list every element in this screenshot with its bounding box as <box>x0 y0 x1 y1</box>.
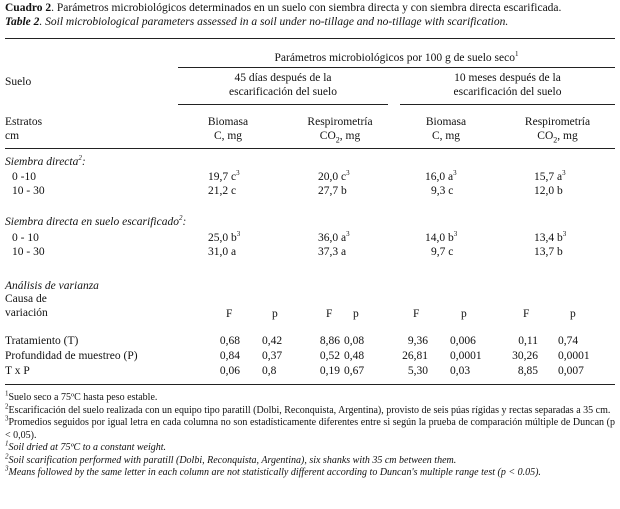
footnote-2: $^2$Escarificación del suelo realizada con un equipo tipo paratill (Dolbi, Reconquista, Argentina), provisto de seis púas rígidas y rectas separadas a 35 cm. <box>5 402 611 416</box>
col4-co2-mg: $CO_2$, mg <box>537 130 578 145</box>
section1-row2-label: 10 - 30 <box>12 185 45 197</box>
period2-line2: escarificación del suelo <box>453 86 562 98</box>
footnote-3: $^3$Promedios seguidos por igual letra en cada columna no son estadísticamente diferentes entre si según la prueba de comparación múltiple de Duncan (p < 0,05). <box>5 414 615 441</box>
caption-en <box>5 16 508 29</box>
anova-head-p4: p <box>570 308 576 320</box>
anova-row2-f4: 30,26 <box>512 350 538 362</box>
anova-row1-f3: 9,36 <box>407 335 428 347</box>
footnote-en-1: $^1$Soil dried at 75ºC to a constant weight. <box>5 439 167 453</box>
anova-row3-f3: 5,30 <box>407 365 428 377</box>
anova-title: Análisis de varianza <box>5 280 99 292</box>
anova-row2-p2: 0,48 <box>344 350 365 362</box>
anova-row2-f2: 0,52 <box>319 350 340 362</box>
anova-row2-p1: 0,37 <box>262 350 283 362</box>
anova-row2-p3: 0,0001 <box>450 350 482 362</box>
anova-head-p1: p <box>272 308 278 320</box>
footnotes <box>5 389 615 480</box>
anova-head-p2: p <box>353 308 359 320</box>
section2-row2-col3: 9,7 c <box>431 246 454 258</box>
section1-row2-col2: 27,7 b <box>318 185 347 197</box>
footnote-1: $^1$Suelo seco a 75ºC hasta peso estable. <box>5 389 158 403</box>
section1-row1-col2: 20,0 $c^3$ <box>318 169 350 183</box>
table-top-rule <box>5 38 615 39</box>
section2-row1-col1: 25,0 $b^3$ <box>208 230 241 244</box>
table-bottom-rule <box>5 384 615 385</box>
anova-head-f4: F <box>523 308 530 320</box>
period1-line2: escarificación del suelo <box>229 86 337 98</box>
anova-head-f1: F <box>226 308 233 320</box>
period1-line1: 45 días después de la <box>234 72 332 84</box>
footnote-en-2: $^2$Soil scarification performed with paratill (Dolbi, Reconquista, Argentina), six shanks with 35 cm between them. <box>5 452 457 466</box>
anova-row2-f1: 0,84 <box>219 350 240 362</box>
col4-respirometria: Respirometría <box>524 116 591 128</box>
anova-row3-p2: 0,67 <box>344 365 365 377</box>
footnote-en-3: $^3$Means followed by the same letter in each column are not statistically different according to Duncan's multiple range test (p < 0.05). <box>5 464 541 478</box>
anova-row3-label: T x P <box>5 365 30 377</box>
anova-head-p3: p <box>461 308 467 320</box>
anova-row3-f1: 0,06 <box>219 365 240 377</box>
col1-biomasa: Biomasa <box>207 116 249 128</box>
section2-row1-col3: 14,0 $b^3$ <box>425 230 458 244</box>
col2-respirometria: Respirometría <box>307 116 373 128</box>
span-title: Parámetros microbiológicos por 100 g de suelo seco$^1$ <box>274 50 519 64</box>
anova-row1-p2: 0,08 <box>344 335 365 347</box>
section1-row2-col4: 12,0 b <box>534 185 563 197</box>
period2-rule <box>400 104 615 105</box>
section2-row2-label: 10 - 30 <box>12 246 45 258</box>
anova-row1-f2: 8,86 <box>319 335 340 347</box>
anova-row2-p4: 0,0001 <box>558 350 590 362</box>
span-rule <box>178 67 615 68</box>
anova-row3-f4: 8,85 <box>517 365 538 377</box>
col2-co2-mg: $CO_2$, mg <box>319 130 361 145</box>
anova-row2-f3: 26,81 <box>402 350 428 362</box>
section2-row2-col4: 13,7 b <box>534 246 563 258</box>
cm-label: cm <box>5 130 20 142</box>
anova-row1-p1: 0,42 <box>262 335 283 347</box>
col3-c-mg: C, mg <box>431 130 461 142</box>
anova-head-f2: F <box>326 308 333 320</box>
section1-row2-col1: 21,2 c <box>208 185 237 197</box>
col3-biomasa: Biomasa <box>425 116 467 128</box>
section1-title: Siembra directa$^2$: <box>5 154 86 168</box>
anova-row1-p3: 0,006 <box>450 335 476 347</box>
section1-row1-col4: 15,7 $a^3$ <box>534 169 566 183</box>
caption-en-text: . Soil microbiological parameters assessed in a soil under no-tillage and no-tillage with scarification. <box>39 16 509 28</box>
section1-row1-label: 0 -10 <box>12 171 36 183</box>
col1-c-mg: C, mg <box>213 130 243 142</box>
anova-row2-label: Profundidad de muestreo (P) <box>5 350 138 362</box>
anova-head-f3: F <box>413 308 420 320</box>
section2-row1-col4: 13,4 $b^3$ <box>534 230 567 244</box>
anova-row3-p4: 0,007 <box>558 365 584 377</box>
section2-row2-col2: 37,3 a <box>318 246 347 258</box>
section2-row1-col2: 36,0 $a^3$ <box>318 230 350 244</box>
anova-row3-f2: 0,19 <box>319 365 340 377</box>
anova-row3-p1: 0,8 <box>262 365 277 377</box>
section1-row1-col1: 19,7 $c^3$ <box>208 169 240 183</box>
anova-row1-f4: 0,11 <box>518 335 538 347</box>
section2-row1-label: 0 - 10 <box>12 232 39 244</box>
section1-row2-col3: 9,3 c <box>431 185 454 197</box>
caption-es-label: Cuadro 2 <box>5 2 52 14</box>
section1-row1-col3: 16,0 $a^3$ <box>425 169 457 183</box>
section2-title: Siembra directa en suelo escarificado$^2$: <box>5 214 187 228</box>
estratos-label: Estratos <box>5 116 43 128</box>
period1-rule <box>178 104 388 105</box>
anova-row1-label: Tratamiento (T) <box>5 335 79 347</box>
period2-line1: 10 meses después de la <box>454 72 561 84</box>
anova-causa: Causa de <box>5 293 47 305</box>
suelo-label: Suelo <box>5 76 32 88</box>
header-bottom-rule <box>5 148 615 149</box>
caption-en-label: Table 2 <box>5 16 40 28</box>
anova-row3-p3: 0,03 <box>450 365 471 377</box>
anova-variacion: variación <box>5 307 48 319</box>
caption-es <box>5 2 561 15</box>
section2-row2-col1: 31,0 a <box>208 246 237 258</box>
anova-row1-p4: 0,74 <box>558 335 579 347</box>
caption-es-text: . Parámetros microbiológicos determinados en un suelo con siembra directa y con siembra directa escarificada. <box>51 2 562 14</box>
anova-row1-f1: 0,68 <box>219 335 240 347</box>
